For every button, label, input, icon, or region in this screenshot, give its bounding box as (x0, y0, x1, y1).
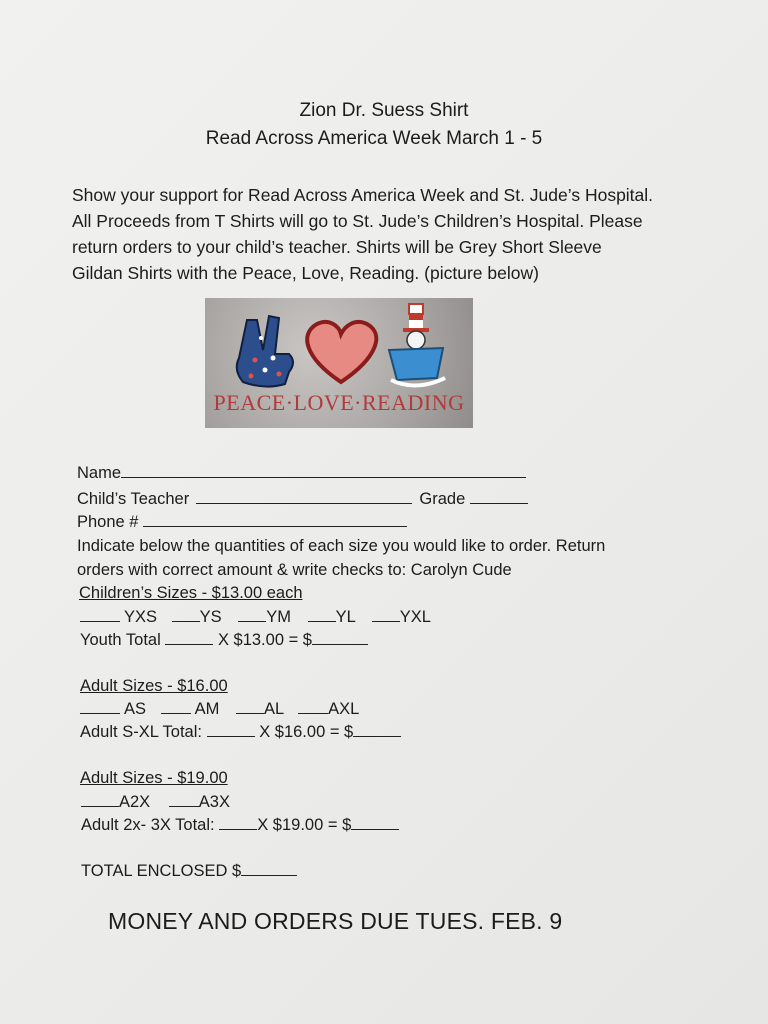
intro-line: Gildan Shirts with the Peace, Love, Reading. (picture below) (72, 263, 539, 283)
qty-field-a2x[interactable] (81, 805, 119, 807)
teacher-field[interactable] (196, 502, 412, 504)
adult19-total-row (81, 816, 399, 835)
name-label: Name (77, 464, 122, 482)
size-label-as: AS (124, 700, 147, 718)
grade-field[interactable] (470, 502, 528, 504)
youth-total-amount-field[interactable] (312, 643, 368, 645)
intro-line: return orders to your child’s teacher. Shirts will be Grey Short Sleeve (72, 237, 602, 257)
adult16-sizes-row (80, 700, 359, 719)
children-sizes-row (80, 608, 431, 627)
size-label-ym: YM (266, 608, 291, 626)
adult16-total-qty-field[interactable] (207, 735, 255, 737)
adult16-heading: Adult Sizes - $16.00 (80, 677, 228, 695)
youth-total-qty-field[interactable] (165, 643, 213, 645)
total-enclosed-row (81, 862, 297, 881)
adult19-total-qty-field[interactable] (219, 828, 257, 830)
total-enclosed-field[interactable] (241, 874, 297, 876)
flyer-subtitle: Read Across America Week March 1 - 5 (205, 128, 543, 149)
size-label-yxs: YXS (124, 608, 158, 626)
phone-field[interactable] (143, 525, 407, 527)
qty-field-yl[interactable] (308, 620, 336, 622)
peace-hand-icon (237, 316, 293, 387)
name-row (77, 464, 526, 483)
qty-field-yxs[interactable] (80, 620, 120, 622)
cat-in-hat-icon (389, 304, 445, 386)
qty-field-ys[interactable] (172, 620, 200, 622)
qty-field-ym[interactable] (238, 620, 266, 622)
adult19-total-label: Adult 2x- 3X Total: (81, 816, 215, 834)
qty-field-am[interactable] (161, 712, 191, 714)
adult19-heading: Adult Sizes - $19.00 (80, 769, 228, 787)
name-field[interactable] (121, 476, 526, 478)
adult16-total-label: Adult S-XL Total: (80, 723, 202, 741)
grade-label: Grade (419, 490, 466, 508)
phone-row (77, 513, 407, 532)
size-label-a2x: A2X (119, 793, 151, 811)
image-caption: PEACE·LOVE·READING (213, 390, 465, 415)
adult19-total-formula: X $19.00 = $ (257, 816, 352, 834)
flyer-title: Zion Dr. Suess Shirt (299, 100, 469, 121)
intro-line: All Proceeds from T Shirts will go to St. Jude’s Children’s Hospital. Please (72, 211, 643, 231)
teacher-label: Child’s Teacher (77, 490, 190, 508)
size-label-a3x: A3X (198, 793, 230, 811)
shirt-design-image (205, 298, 473, 428)
instructions-line: Indicate below the quantities of each size you would like to order. Return (77, 537, 606, 555)
qty-field-al[interactable] (236, 712, 264, 714)
size-label-yxl: YXL (399, 608, 431, 626)
intro-paragraph (72, 182, 712, 286)
instructions-line: orders with correct amount & write checks to: Carolyn Cude (77, 561, 512, 579)
intro-line: Show your support for Read Across America Week and St. Jude’s Hospital. (72, 185, 654, 205)
adult19-sizes-row (81, 793, 230, 812)
heart-icon (307, 322, 376, 382)
due-date-notice: MONEY AND ORDERS DUE TUES. FEB. 9 (108, 908, 563, 934)
youth-total-label: Youth Total (80, 631, 161, 649)
adult16-total-amount-field[interactable] (353, 735, 401, 737)
adult16-total-row (80, 723, 401, 742)
size-label-yl: YL (335, 608, 356, 626)
adult16-total-formula: X $16.00 = $ (259, 723, 354, 741)
teacher-row (77, 490, 528, 509)
total-enclosed-label: TOTAL ENCLOSED $ (81, 862, 242, 880)
qty-field-axl[interactable] (298, 712, 328, 714)
qty-field-yxl[interactable] (372, 620, 400, 622)
youth-total-formula: X $13.00 = $ (217, 631, 312, 649)
size-label-axl: AXL (328, 700, 360, 718)
size-label-al: AL (263, 700, 284, 718)
qty-field-as[interactable] (80, 712, 120, 714)
qty-field-a3x[interactable] (169, 805, 199, 807)
children-sizes-heading: Children’s Sizes - $13.00 each (79, 584, 303, 602)
size-label-am: AM (194, 700, 220, 718)
size-label-ys: YS (199, 608, 222, 626)
youth-total-row (80, 631, 368, 650)
adult19-total-amount-field[interactable] (351, 828, 399, 830)
phone-label: Phone # (77, 513, 139, 531)
